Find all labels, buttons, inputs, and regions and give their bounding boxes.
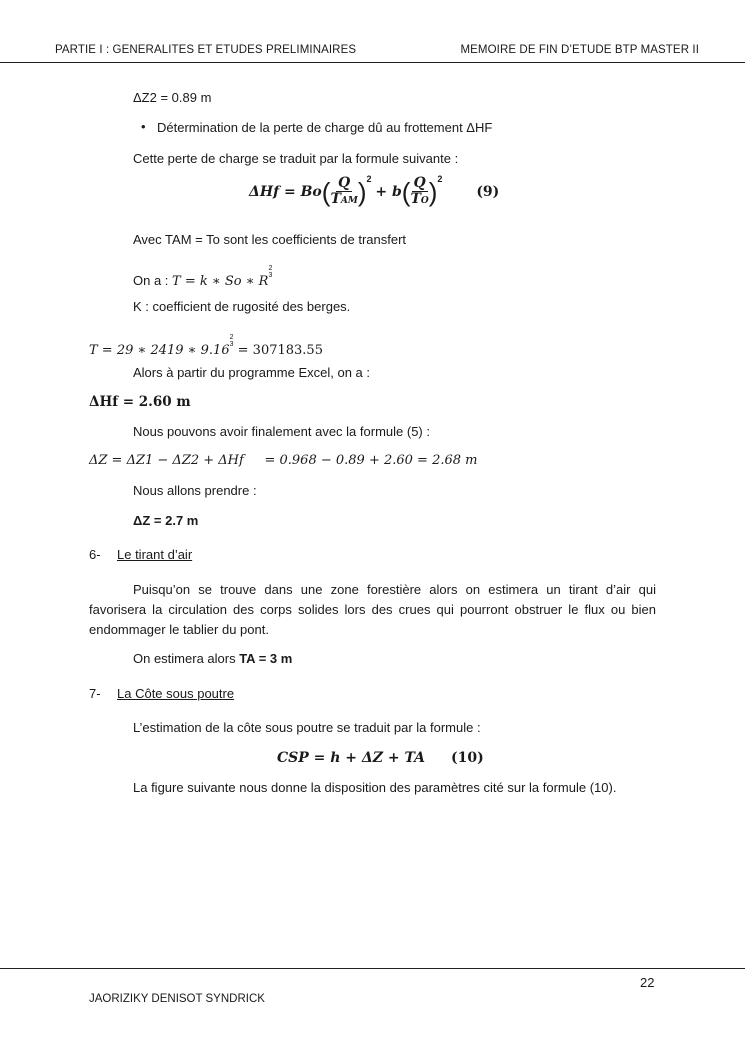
t-formula: T = k ∗ So ∗ R	[172, 274, 269, 289]
t-calc-right: = 307183.55	[233, 343, 323, 358]
eq9-fraction-1	[330, 176, 357, 209]
t-calculation	[89, 334, 323, 358]
eq9-paren-close-1: )	[357, 177, 367, 207]
eq9-number: (9)	[476, 184, 500, 201]
eq9-lhs: ΔHf = Bo	[249, 184, 322, 201]
excel-line: Alors à partir du programme Excel, on a :	[133, 365, 370, 380]
eq9-paren-close-2: )	[428, 177, 438, 207]
section-7-number: 7-	[89, 686, 101, 701]
csp-intro: L’estimation de la côte sous poutre se traduit par la formule :	[133, 720, 481, 735]
csp-number: (10)	[451, 750, 484, 766]
eq9-frac2-num: Q	[413, 175, 426, 191]
figure-note: La figure suivante nous donne la disposition des paramètres cité sur la formule (10).	[133, 780, 617, 795]
section-6-number: 6-	[89, 547, 101, 562]
eq9-paren-open-1: (	[321, 177, 331, 207]
eq9-frac1-num: Q	[338, 175, 351, 191]
eq9-exp-2: 2	[437, 174, 443, 185]
equation-9	[249, 176, 499, 209]
t-calc-left: T = 29 ∗ 2419 ∗ 9.16	[89, 343, 230, 358]
csp-formula: CSP = h + ΔZ + TA	[277, 750, 425, 766]
section-6-title: Le tirant d’air	[117, 547, 193, 562]
bullet-text: Détermination de la perte de charge dû au frottement ΔHF	[157, 120, 493, 135]
t-definition-line	[133, 265, 272, 289]
footer-rule	[0, 968, 745, 969]
eq9-paren-open-2: (	[401, 177, 411, 207]
estimera-text: On estimera alors	[133, 651, 240, 666]
eq9-plus-b: + b	[375, 184, 402, 201]
prendre-line: Nous allons prendre :	[133, 483, 257, 498]
k-definition: K : coefficient de rugosité des berges.	[133, 299, 351, 314]
eq9-frac2-den: TO	[410, 191, 429, 207]
footer-author: JAORIZIKY DENISOT SYNDRICK	[89, 993, 265, 1005]
on-a-label: On a :	[133, 273, 173, 288]
page-number: 22	[640, 975, 655, 990]
dz-final: ΔZ = 2.7 m	[133, 513, 199, 528]
t-calc-exponent: 2 3	[229, 334, 234, 348]
header-rule	[0, 62, 745, 63]
eq9-fraction-2	[410, 176, 428, 209]
formula-intro: Cette perte de charge se traduit par la formule suivante :	[133, 151, 459, 166]
ta-value: TA = 3 m	[239, 651, 293, 666]
eq9-frac1-den: TAM	[330, 191, 358, 207]
avec-tam-line: Avec TAM = To sont les coefficients de transfert	[133, 232, 407, 247]
header-left: PARTIE I : GENERALITES ET ETUDES PRELIMINAIRES	[55, 44, 357, 56]
exponent-fraction: 2 3	[268, 265, 273, 279]
header-right: MEMOIRE DE FIN D’ETUDE BTP MASTER II	[460, 44, 699, 56]
finalement-line: Nous pouvons avoir finalement avec la formule (5) :	[133, 424, 430, 439]
dhf-result: ΔHf = 2.60 m	[89, 394, 191, 410]
eq9-exp-1: 2	[366, 174, 372, 185]
dz-calculation: ΔZ = ΔZ1 − ΔZ2 + ΔHf = 0.968 − 0.89 + 2.60 = 2.68 m	[89, 453, 478, 468]
section-7-title: La Côte sous poutre	[117, 686, 235, 701]
csp-equation	[277, 749, 484, 766]
estimera-line	[133, 651, 292, 666]
dz2-line: ΔZ2 = 0.89 m	[133, 90, 212, 105]
bullet-icon: •	[141, 119, 146, 134]
section-6-paragraph: Puisqu’on se trouve dans une zone forestière alors on estimera un tirant d’air qui favorisera la circulation des corps solides lors des crues qui pourront obstruer le flux ou bien endommager le tablier du pont.	[89, 582, 656, 637]
